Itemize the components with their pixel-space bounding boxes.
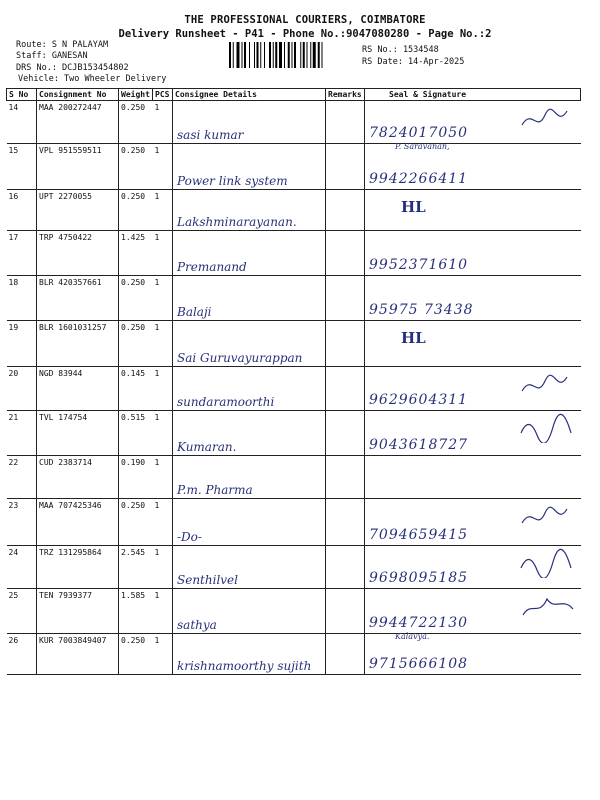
- row-consignee-details: [173, 411, 326, 456]
- row-pcs: 1: [153, 589, 173, 634]
- row-consignment-no: BLR 1601031257: [37, 321, 119, 367]
- row-consignment-no: KUR 7003849407: [37, 634, 119, 675]
- row-seal-signature: [365, 411, 581, 456]
- table-header-row: [7, 89, 581, 101]
- rs-date: RS Date: 14-Apr-2025: [362, 57, 465, 67]
- row-weight: 0.515: [119, 411, 153, 456]
- rs-number: RS No.: 1534548: [362, 45, 439, 55]
- row-weight: 2.545: [119, 546, 153, 589]
- barcode-image: [229, 42, 357, 68]
- row-consignee-details: [173, 101, 326, 144]
- table-row: [7, 321, 581, 367]
- row-sno: 22: [7, 456, 37, 499]
- row-seal-signature: [365, 546, 581, 589]
- row-consignment-no: TVL 174754: [37, 411, 119, 456]
- row-pcs: 1: [153, 634, 173, 675]
- signature-scribble-icon: [517, 413, 577, 443]
- row-weight: 0.145: [119, 367, 153, 411]
- row-remarks: [326, 321, 365, 367]
- col-pcs: PCS: [153, 89, 173, 101]
- row-consignee-details: [173, 456, 326, 499]
- handwritten-phone-number: 95975 73438: [369, 302, 474, 318]
- runsheet-table: [6, 88, 581, 675]
- row-remarks: [326, 499, 365, 546]
- staff-label: Staff: GANESAN: [16, 51, 88, 61]
- row-sno: 15: [7, 144, 37, 190]
- row-remarks: [326, 367, 365, 411]
- col-sno: S No: [7, 89, 37, 101]
- handwritten-consignee-name: Senthilvel: [177, 573, 238, 587]
- row-consignee-details: [173, 276, 326, 321]
- row-seal-signature: [365, 190, 581, 231]
- signature-scribble-icon: [517, 501, 577, 531]
- handwritten-consignee-name: Premanand: [177, 260, 247, 274]
- row-pcs: 1: [153, 101, 173, 144]
- handwritten-hl-mark: HL: [401, 329, 426, 347]
- row-seal-signature: [365, 456, 581, 499]
- row-consignee-details: [173, 144, 326, 190]
- row-remarks: [326, 190, 365, 231]
- row-sno: 26: [7, 634, 37, 675]
- row-weight: 1.585: [119, 589, 153, 634]
- row-sno: 17: [7, 231, 37, 276]
- row-remarks: [326, 456, 365, 499]
- row-weight: 0.250: [119, 101, 153, 144]
- row-remarks: [326, 546, 365, 589]
- row-consignment-no: UPT 2270055: [37, 190, 119, 231]
- row-remarks: [326, 144, 365, 190]
- handwritten-phone-number: 9629604311: [369, 392, 469, 408]
- col-remarks: Remarks: [326, 89, 365, 101]
- table-row: [7, 101, 581, 144]
- row-sno: 25: [7, 589, 37, 634]
- row-consignment-no: MAA 200272447: [37, 101, 119, 144]
- signature-scribble-icon: [517, 548, 577, 578]
- table-row: [7, 411, 581, 456]
- handwritten-receiver-note: Kalavya.: [395, 632, 430, 641]
- table-row: [7, 190, 581, 231]
- row-remarks: [326, 231, 365, 276]
- row-weight: 0.250: [119, 634, 153, 675]
- row-pcs: 1: [153, 546, 173, 589]
- row-seal-signature: [365, 101, 581, 144]
- company-title: THE PROFESSIONAL COURIERS, COIMBATORE: [184, 14, 426, 26]
- row-pcs: 1: [153, 231, 173, 276]
- col-consignment: Consignment No: [37, 89, 119, 101]
- handwritten-phone-number: 9715666108: [369, 656, 469, 672]
- handwritten-consignee-name: -Do-: [177, 530, 202, 544]
- row-consignee-details: [173, 634, 326, 675]
- row-consignment-no: VPL 951559511: [37, 144, 119, 190]
- row-consignment-no: CUD 2383714: [37, 456, 119, 499]
- signature-scribble-icon: [517, 591, 577, 621]
- col-signature: Seal & Signature: [365, 89, 581, 101]
- row-seal-signature: [365, 367, 581, 411]
- row-remarks: [326, 634, 365, 675]
- table-row: [7, 546, 581, 589]
- runsheet-subtitle: Delivery Runsheet - P41 - Phone No.:9047080280 - Page No.:2: [118, 28, 492, 40]
- row-consignee-details: [173, 367, 326, 411]
- row-sno: 14: [7, 101, 37, 144]
- row-consignment-no: BLR 420357661: [37, 276, 119, 321]
- hl-circle-icon: [393, 196, 425, 216]
- vehicle-label: Vehicle: Two Wheeler Delivery: [18, 74, 167, 84]
- handwritten-consignee-name: sasi kumar: [177, 128, 244, 142]
- row-weight: 1.425: [119, 231, 153, 276]
- row-consignment-no: TEN 7939377: [37, 589, 119, 634]
- handwritten-phone-number: 9952371610: [369, 257, 469, 273]
- row-sno: 20: [7, 367, 37, 411]
- route-label: Route: S N PALAYAM: [16, 40, 109, 50]
- handwritten-consignee-name: Balaji: [177, 305, 212, 319]
- row-seal-signature: [365, 499, 581, 546]
- handwritten-phone-number: 9942266411: [369, 171, 469, 187]
- row-consignee-details: [173, 589, 326, 634]
- row-sno: 21: [7, 411, 37, 456]
- row-consignment-no: TRP 4750422: [37, 231, 119, 276]
- row-sno: 16: [7, 190, 37, 231]
- row-consignee-details: [173, 499, 326, 546]
- row-consignee-details: [173, 231, 326, 276]
- row-consignee-details: [173, 190, 326, 231]
- handwritten-phone-number: 7824017050: [369, 125, 469, 141]
- row-remarks: [326, 589, 365, 634]
- table-row: [7, 231, 581, 276]
- handwritten-consignee-name: sundaramoorthi: [177, 395, 275, 409]
- signature-scribble-icon: [517, 369, 577, 399]
- table-row: [7, 144, 581, 190]
- row-consignment-no: TRZ 131295864: [37, 546, 119, 589]
- row-weight: 0.250: [119, 190, 153, 231]
- row-consignee-details: [173, 321, 326, 367]
- handwritten-consignee-name: Power link system: [177, 174, 288, 188]
- table-row: [7, 499, 581, 546]
- row-weight: 0.250: [119, 276, 153, 321]
- row-remarks: [326, 411, 365, 456]
- table-row: [7, 456, 581, 499]
- row-consignment-no: MAA 707425346: [37, 499, 119, 546]
- drs-label: DRS No.: DCJB153454802: [16, 63, 129, 73]
- row-seal-signature: [365, 276, 581, 321]
- table-row: [7, 276, 581, 321]
- row-pcs: 1: [153, 367, 173, 411]
- handwritten-phone-number: 9043618727: [369, 437, 469, 453]
- row-sno: 19: [7, 321, 37, 367]
- row-seal-signature: [365, 589, 581, 634]
- table-row: [7, 634, 581, 675]
- row-sno: 18: [7, 276, 37, 321]
- row-remarks: [326, 276, 365, 321]
- table-row: [7, 589, 581, 634]
- row-sno: 24: [7, 546, 37, 589]
- row-weight: 0.190: [119, 456, 153, 499]
- row-seal-signature: [365, 144, 581, 190]
- row-pcs: 1: [153, 321, 173, 367]
- handwritten-consignee-name: krishnamoorthy sujith: [177, 659, 312, 673]
- row-sno: 23: [7, 499, 37, 546]
- row-remarks: [326, 101, 365, 144]
- handwritten-consignee-name: P.m. Pharma: [177, 483, 253, 497]
- handwritten-receiver-note: P. Saravanan,: [395, 142, 450, 151]
- row-pcs: 1: [153, 190, 173, 231]
- handwritten-consignee-name: Kumaran.: [177, 440, 237, 454]
- row-seal-signature: [365, 634, 581, 675]
- row-weight: 0.250: [119, 499, 153, 546]
- row-pcs: 1: [153, 411, 173, 456]
- handwritten-consignee-name: Sai Guruvayurappan: [177, 351, 303, 365]
- row-pcs: 1: [153, 499, 173, 546]
- row-consignee-details: [173, 546, 326, 589]
- row-consignment-no: NGD 83944: [37, 367, 119, 411]
- row-pcs: 1: [153, 276, 173, 321]
- handwritten-consignee-name: sathya: [177, 618, 217, 632]
- handwritten-phone-number: 9944722130: [369, 615, 469, 631]
- hl-circle-icon: [393, 327, 425, 347]
- row-seal-signature: [365, 231, 581, 276]
- col-weight: Weight: [119, 89, 153, 101]
- row-weight: 0.250: [119, 321, 153, 367]
- row-pcs: 1: [153, 456, 173, 499]
- handwritten-hl-mark: HL: [401, 198, 426, 216]
- handwritten-phone-number: 9698095185: [369, 570, 469, 586]
- col-consignee: Consignee Details: [173, 89, 326, 101]
- handwritten-consignee-name: Lakshminarayanan.: [177, 215, 297, 229]
- row-seal-signature: [365, 321, 581, 367]
- handwritten-phone-number: 7094659415: [369, 527, 469, 543]
- signature-scribble-icon: [517, 103, 577, 133]
- row-pcs: 1: [153, 144, 173, 190]
- row-weight: 0.250: [119, 144, 153, 190]
- table-row: [7, 367, 581, 411]
